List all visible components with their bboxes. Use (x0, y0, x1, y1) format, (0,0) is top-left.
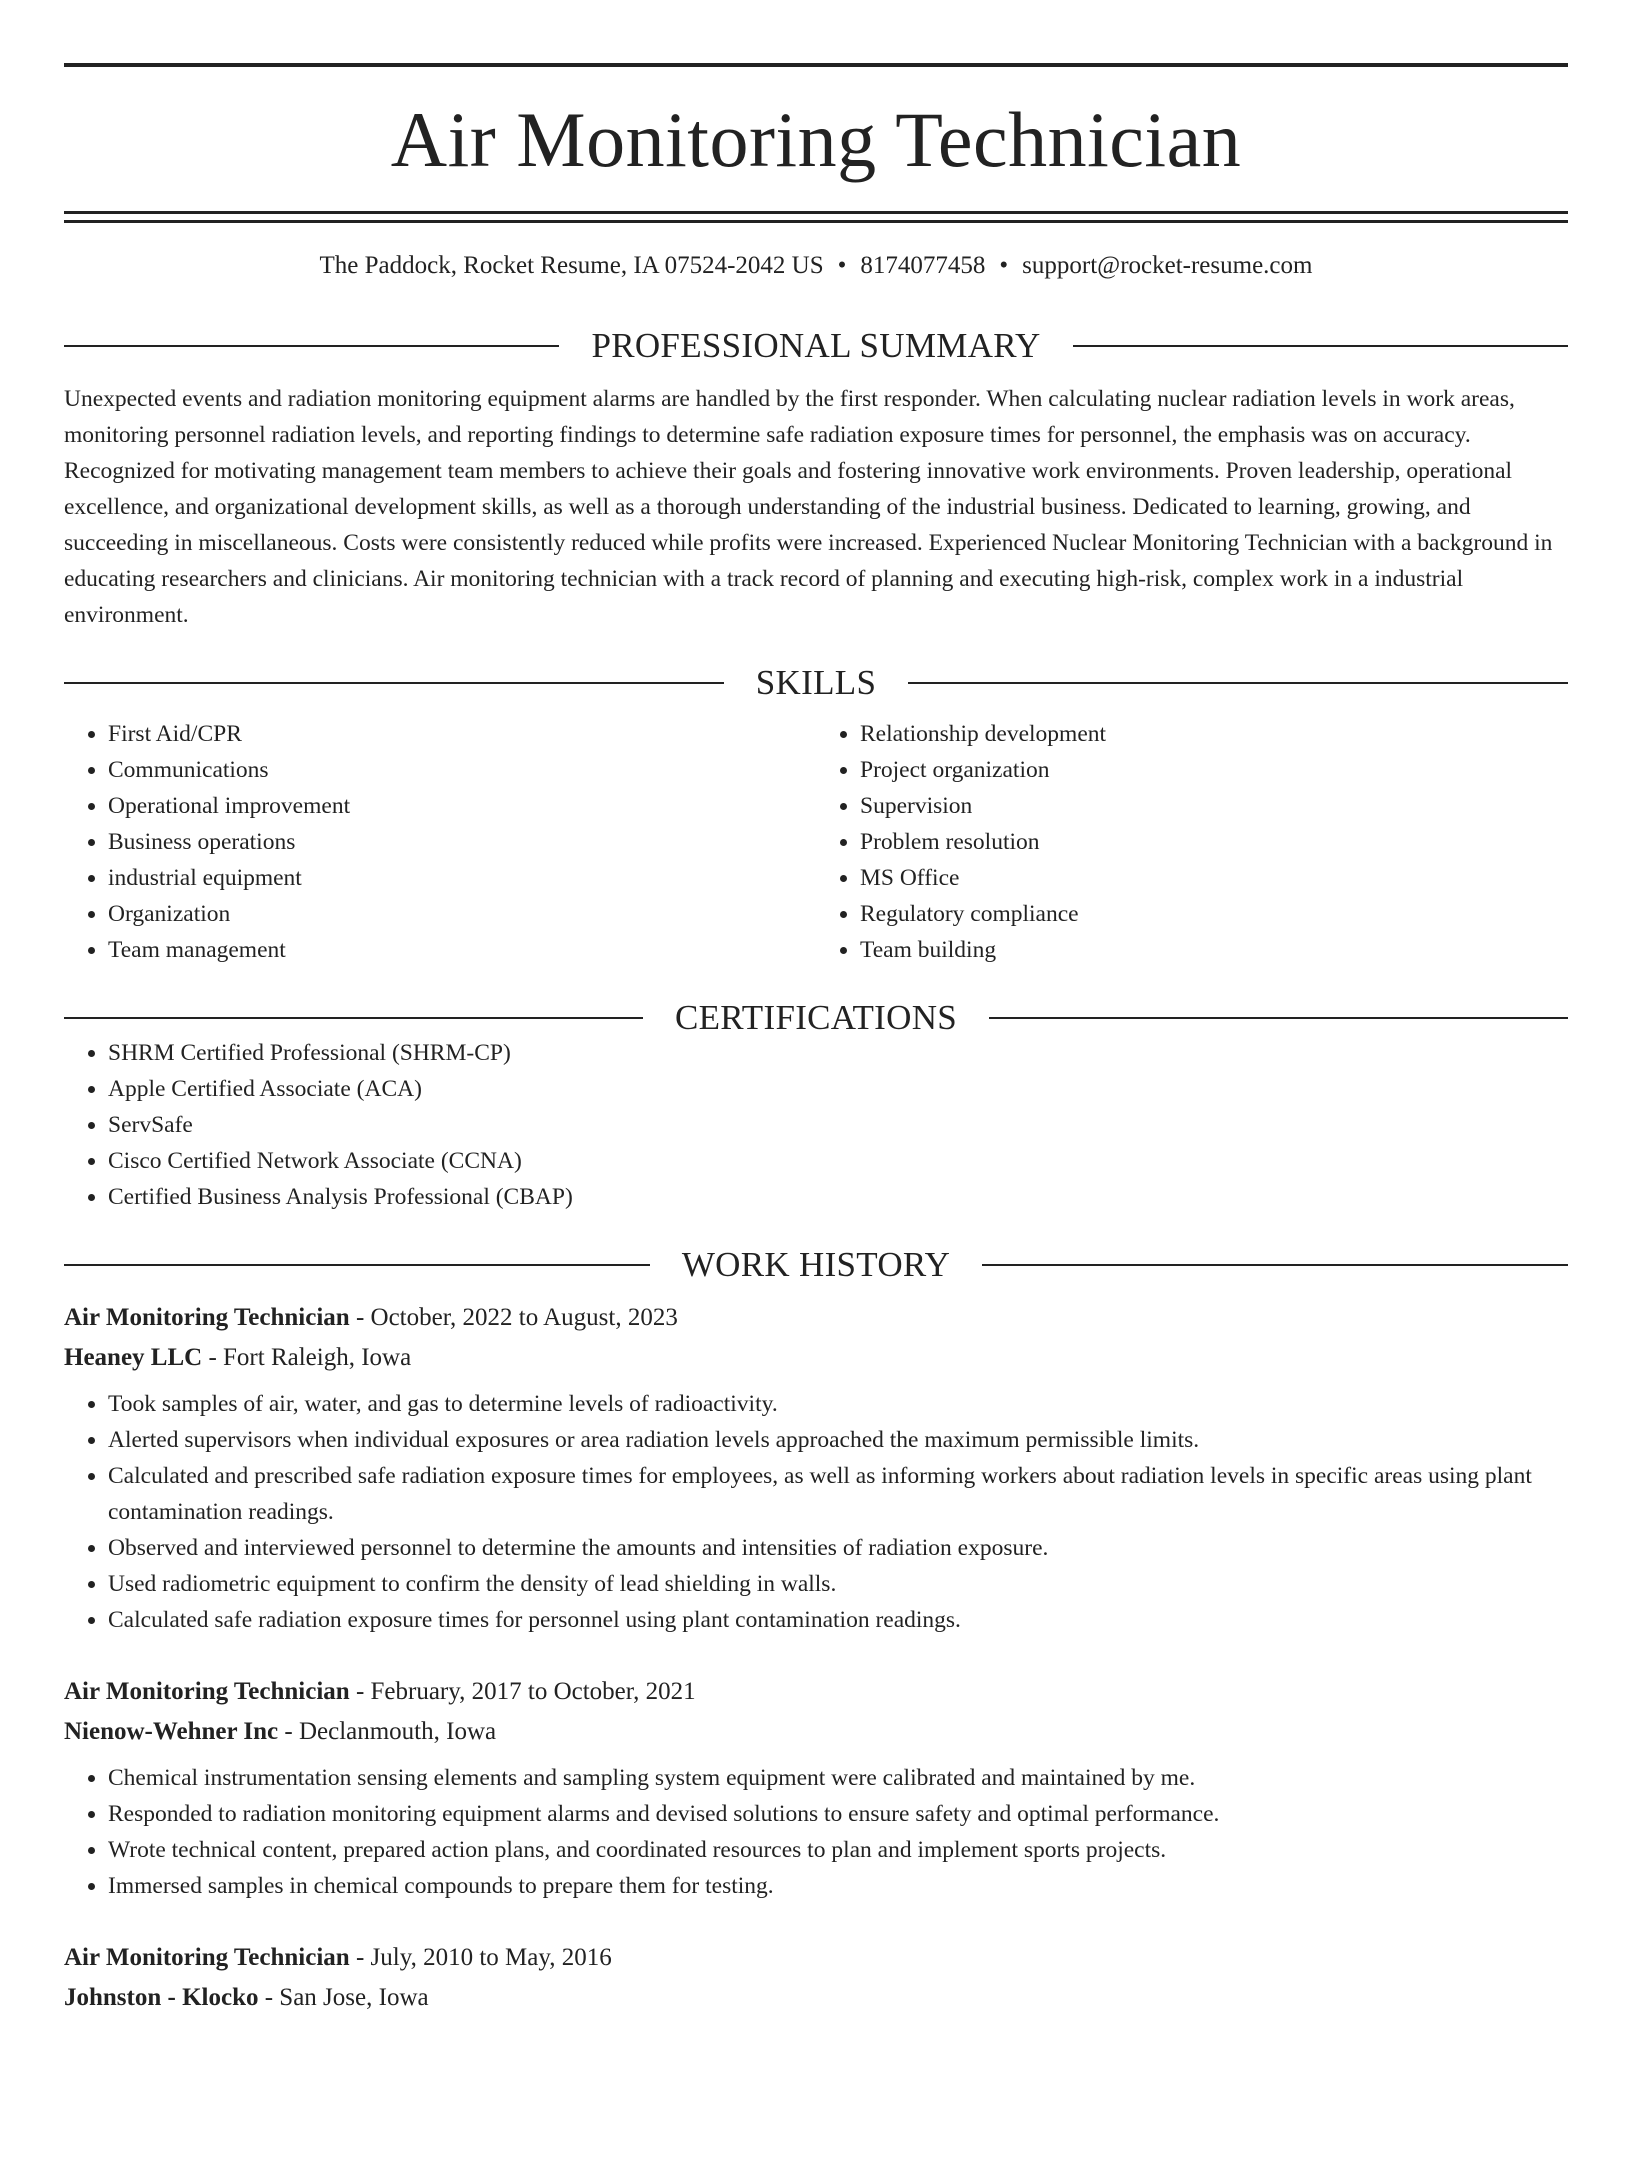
job-company-line (64, 1338, 1568, 1378)
skill-item: • Organization (108, 896, 816, 932)
section-title: PROFESSIONAL SUMMARY (591, 326, 1041, 365)
heading-rule (64, 345, 559, 347)
heading-rule (908, 682, 1568, 684)
heading-rule (982, 1264, 1568, 1266)
skill-item: • Supervision (860, 788, 1568, 824)
job-entry (64, 1298, 1568, 1638)
double-rule (64, 211, 1568, 223)
certification-item: • Apple Certified Associate (ACA) (108, 1071, 1568, 1107)
skill-item: • Regulatory compliance (860, 896, 1568, 932)
heading-rule (64, 1017, 643, 1019)
skill-item: • Team management (108, 932, 816, 968)
heading-rule (1073, 345, 1568, 347)
job-bullet: • Wrote technical content, prepared action plans, and coordinated resources to plan and implement sports projects. (108, 1832, 1568, 1868)
job-title-line (64, 1672, 1568, 1712)
job-bullet: • Took samples of air, water, and gas to determine levels of radioactivity. (108, 1386, 1568, 1422)
certification-item: • ServSafe (108, 1107, 1568, 1143)
section-heading-work-history (64, 1247, 1568, 1282)
contact-email[interactable]: support@rocket-resume.com (1022, 252, 1313, 279)
skill-item: • Communications (108, 752, 816, 788)
job-title-line (64, 1298, 1568, 1338)
certifications-list (64, 1035, 1568, 1215)
skill-item: • Problem resolution (860, 824, 1568, 860)
skill-item: • Relationship development (860, 716, 1568, 752)
job-location: - Declanmouth, Iowa (278, 1718, 497, 1745)
section-title: SKILLS (755, 663, 877, 702)
job-bullet: • Calculated and prescribed safe radiation exposure times for employees, as well as informing workers about radiation levels in specific areas using plant contamination readings. (108, 1458, 1568, 1530)
section-title: CERTIFICATIONS (674, 998, 958, 1037)
job-company: Nienow-Wehner Inc (64, 1718, 279, 1745)
job-entry (64, 1672, 1568, 1904)
job-role: Air Monitoring Technician (64, 1678, 350, 1705)
skill-item: • First Aid/CPR (108, 716, 816, 752)
contact-separator: • (999, 252, 1009, 279)
section-heading-certifications (64, 1000, 1568, 1035)
job-role: Air Monitoring Technician (64, 1944, 350, 1971)
job-bullet: • Used radiometric equipment to confirm the density of lead shielding in walls. (108, 1566, 1568, 1602)
heading-rule (989, 1017, 1568, 1019)
contact-phone: 8174077458 (860, 252, 986, 279)
job-dates: - July, 2010 to May, 2016 (349, 1944, 612, 1971)
job-company: Johnston - Klocko (64, 1984, 259, 2011)
resume-page (0, 63, 1632, 2175)
section-heading-summary (64, 328, 1568, 363)
heading-rule (64, 682, 724, 684)
job-bullet: • Chemical instrumentation sensing elements and sampling system equipment were calibrated and maintained by me. (108, 1760, 1568, 1796)
top-rule (64, 63, 1568, 67)
certification-item: • Cisco Certified Network Associate (CCNA) (108, 1143, 1568, 1179)
contact-separator: • (837, 252, 847, 279)
contact-line (64, 253, 1568, 278)
certification-item: • Certified Business Analysis Professional (CBAP) (108, 1179, 1568, 1215)
resume-name: Air Monitoring Technician (390, 96, 1242, 183)
job-location: - Fort Raleigh, Iowa (202, 1344, 412, 1371)
skill-item: • Project organization (860, 752, 1568, 788)
skills-list (64, 716, 1568, 968)
job-dates: - October, 2022 to August, 2023 (349, 1304, 678, 1331)
skill-item: • industrial equipment (108, 860, 816, 896)
job-company-line (64, 1978, 1568, 2018)
job-bullets (64, 1386, 1568, 1638)
skills-column-right (816, 716, 1568, 968)
job-bullets (64, 1760, 1568, 1904)
skills-column-left (64, 716, 816, 968)
job-role: Air Monitoring Technician (64, 1304, 350, 1331)
job-bullet: • Responded to radiation monitoring equipment alarms and devised solutions to ensure safety and optimal performance. (108, 1796, 1568, 1832)
job-bullet: • Immersed samples in chemical compounds to prepare them for testing. (108, 1868, 1568, 1904)
job-title-line (64, 1938, 1568, 1978)
summary-text: Unexpected events and radiation monitoring equipment alarms are handled by the first responder. When calculating nuclear radiation levels in work areas, monitoring personnel radiation levels, and reporting findings to determine safe radiation exposure times for personnel, the emphasis was on accuracy. Recognized for motivating management team members to achieve their goals and fostering innovative work environments. Proven leadership, operational excellence, and organizational development skills, as well as a thorough understanding of the industrial business. Dedicated to learning, growing, and succeeding in miscellaneous. Costs were consistently reduced while profits were increased. Experienced Nuclear Monitoring Technician with a background in educating researchers and clinicians. Air monitoring technician with a track record of planning and executing high-risk, complex work in a industrial environment. (64, 386, 1553, 628)
job-company: Heaney LLC (64, 1344, 203, 1371)
section-heading-skills (64, 665, 1568, 700)
section-title: WORK HISTORY (681, 1245, 951, 1284)
job-bullet: • Alerted supervisors when individual exposures or area radiation levels approached the maximum permissible limits. (108, 1422, 1568, 1458)
certification-item: • SHRM Certified Professional (SHRM-CP) (108, 1035, 1568, 1071)
job-bullet: • Observed and interviewed personnel to determine the amounts and intensities of radiation exposure. (108, 1530, 1568, 1566)
skill-item: • Team building (860, 932, 1568, 968)
job-location: - San Jose, Iowa (258, 1984, 429, 2011)
job-entry (64, 1938, 1568, 2018)
skill-item: • Business operations (108, 824, 816, 860)
contact-address: The Paddock, Rocket Resume, IA 07524-2042 US (319, 252, 824, 279)
job-company-line (64, 1712, 1568, 1752)
skill-item: • Operational improvement (108, 788, 816, 824)
skill-item: • MS Office (860, 860, 1568, 896)
heading-rule (64, 1264, 650, 1266)
job-dates: - February, 2017 to October, 2021 (349, 1678, 696, 1705)
job-bullet: • Calculated safe radiation exposure times for personnel using plant contamination readings. (108, 1602, 1568, 1638)
